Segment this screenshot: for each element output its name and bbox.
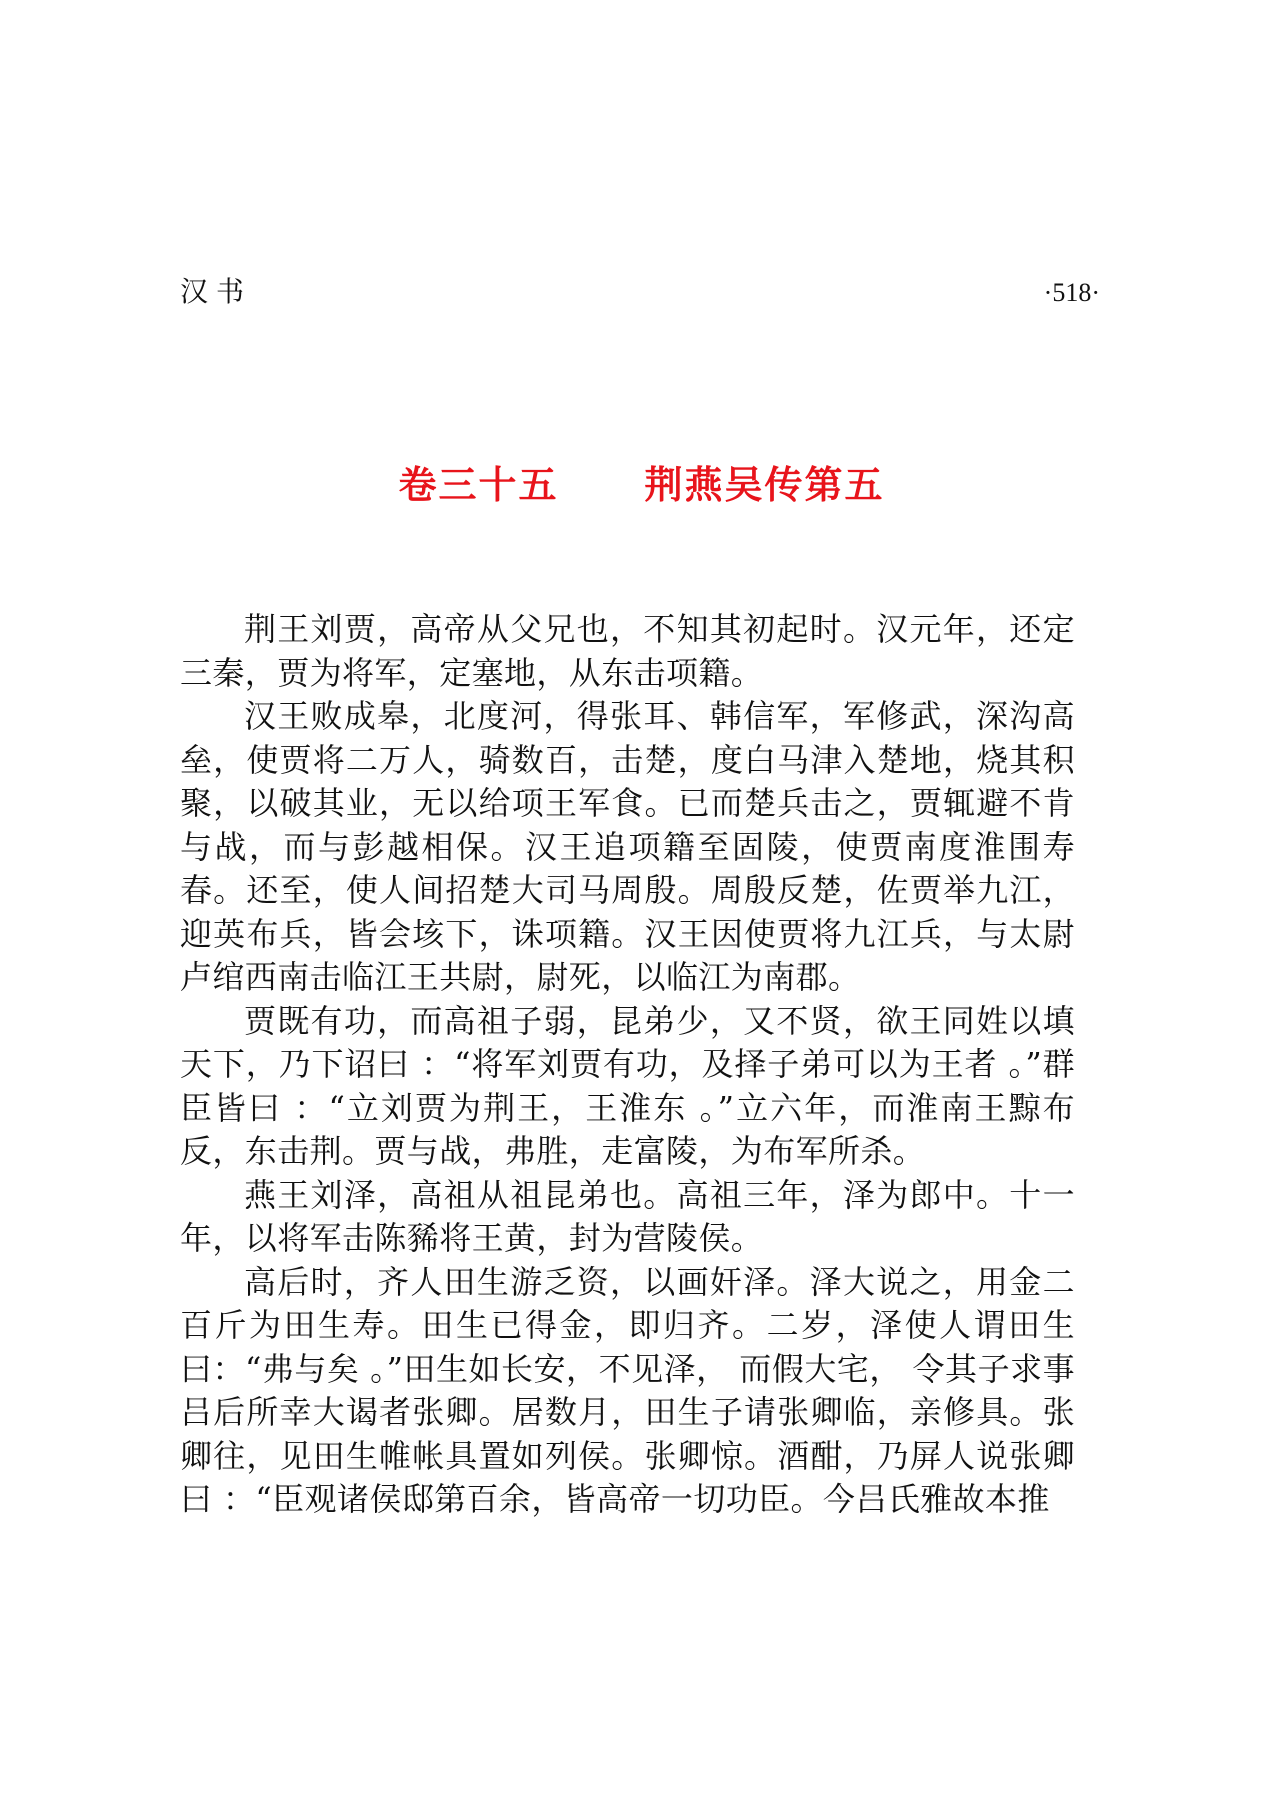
chapter-title [0,460,1283,510]
paragraph: 贾既有功，而高祖子弱，昆弟少，又不贤，欲王同姓以填天下，乃下诏曰 ：“将军刘贾有功，及择子弟可以为王者 。”群臣皆曰 ：“立刘贾为荆王，王淮东 。”立六年，而淮南王黥布反，东击荆。贾与战，弗胜，走富陵，为布军所杀。 [180,1001,1075,1170]
paragraph: 燕王刘泽，高祖从祖昆弟也。高祖三年，泽为郎中。十一年，以将军击陈豨将王黄，封为营陵侯。 [180,1175,1075,1257]
paragraph: 汉王败成皋，北度河，得张耳、韩信军，军修武，深沟高垒，使贾将二万人，骑数百，击楚，度白马津入楚地，烧其积聚，以破其业，无以给项王军食。已而楚兵击之，贾辄避不肯与战，而与彭越相保。汉王追项籍至固陵，使贾南度淮围寿春。还至，使人间招楚大司马周殷。周殷反楚，佐贾举九江，迎英布兵，皆会垓下，诛项籍。汉王因使贾将九江兵，与太尉卢绾西南击临江王共尉，尉死，以临江为南郡。 [180,697,1075,996]
paragraph: 荆王刘贾，高帝从父兄也，不知其初起时。汉元年，还定三秦，贾为将军，定塞地，从东击项籍。 [180,610,1075,692]
chapter-name: 荆燕吴传第五 [644,463,885,507]
chapter-volume: 卷三十五 [398,463,559,507]
body-text [180,608,1075,1522]
running-head-book-title: 汉书 [180,275,253,308]
page-number: ·518· [1043,278,1100,307]
paragraph: 高后时，齐人田生游乏资，以画奸泽。泽大说之，用金二百斤为田生寿。田生已得金，即归齐。二岁，泽使人谓田生曰：“弗与矣 。”田生如长安，不见泽， 而假大宅， 令其子求事吕后所幸大谒者张卿。居数月，田生子请张卿临，亲修具。张卿往，见田生帷帐具置如列侯。张卿惊。酒酣，乃屏人说张卿曰 ：“臣观诸侯邸第百余，皆高帝一切功臣。今吕氏雅故本推 [180,1262,1075,1518]
